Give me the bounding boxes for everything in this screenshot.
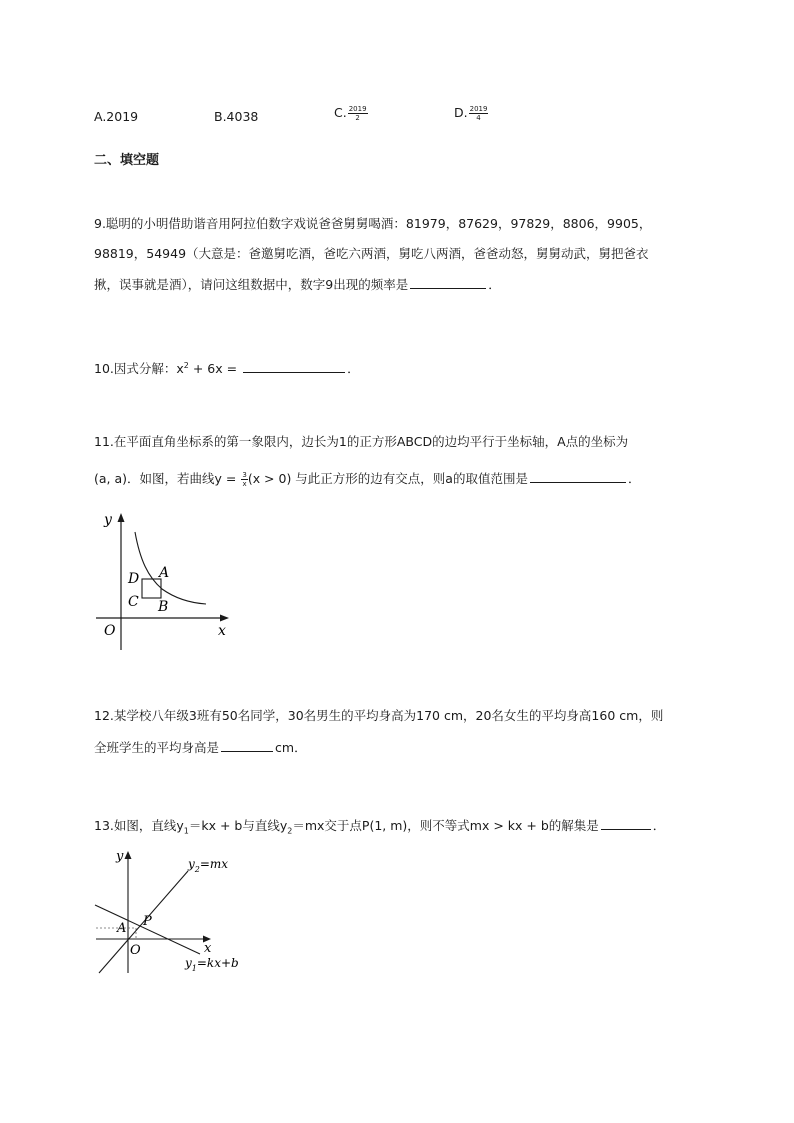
q13-text-a: 13.如图，直线y bbox=[94, 818, 184, 833]
q9-line-1: 9.聪明的小明借助谐音用阿拉伯数字戏说爸爸舅舅喝酒：81979，87629，97829，8806，9905， bbox=[94, 216, 652, 231]
q13-label-o: O bbox=[130, 943, 141, 958]
option-c-fraction bbox=[348, 105, 368, 122]
option-a: A.2019 bbox=[94, 109, 139, 124]
q13-sub-1: 1 bbox=[183, 826, 189, 836]
q13-sub-2: 2 bbox=[287, 826, 293, 836]
option-b: B.4038 bbox=[214, 109, 259, 124]
option-d-denominator: 4 bbox=[476, 114, 481, 122]
q11-label-y: y bbox=[104, 512, 112, 528]
q12-line-2 bbox=[94, 739, 307, 757]
option-c-numerator: 2019 bbox=[348, 105, 367, 113]
q13-figure bbox=[92, 843, 252, 978]
q11-label-d: D bbox=[128, 571, 140, 587]
q11-label-c: C bbox=[128, 594, 139, 610]
q10-text-c: ． bbox=[347, 361, 360, 377]
q13-line bbox=[94, 817, 665, 841]
q12-answer-blank[interactable] bbox=[221, 739, 273, 752]
q11-square bbox=[142, 579, 161, 598]
q13-label-p: P bbox=[143, 914, 152, 929]
q13-label-y1-var: y bbox=[185, 956, 192, 970]
q9-line-3 bbox=[94, 276, 501, 294]
q13-label-a: A bbox=[117, 921, 127, 936]
q11-line-1: 11.在平面直角坐标系的第一象限内，边长为1的正方形ABCD的边均平行于坐标轴，A点的坐标为 bbox=[94, 434, 629, 449]
q12-line-1: 12.某学校八年级3班有50名同学，30名男生的平均身高为170 cm，20名女生的平均身高160 cm，则 bbox=[94, 708, 664, 723]
q11-label-a: A bbox=[159, 565, 170, 581]
q13-label-y1-eq: =kx+b bbox=[196, 956, 239, 970]
option-c-denominator: 2 bbox=[355, 114, 360, 122]
q11-line-2-text-a: (a, a)．如图，若曲线y = bbox=[94, 471, 241, 486]
q11-curve bbox=[135, 532, 206, 604]
q11-label-o: O bbox=[104, 623, 116, 639]
q11-label-x: x bbox=[218, 623, 226, 639]
option-c bbox=[334, 104, 368, 122]
q13-text-d: ． bbox=[652, 818, 666, 833]
section-heading: 二、填空题 bbox=[94, 153, 160, 168]
q13-text-b: ＝kx + b与直线y bbox=[188, 818, 288, 833]
q11-x-arrow bbox=[220, 615, 229, 622]
q13-answer-blank[interactable] bbox=[601, 817, 651, 830]
q13-label-y2-var: y bbox=[188, 857, 195, 871]
q13-label-y1-sub: 1 bbox=[191, 964, 197, 973]
q13-y-arrow bbox=[125, 851, 132, 859]
q13-label-y: y bbox=[116, 849, 124, 864]
q11-line-2 bbox=[94, 470, 641, 488]
q11-label-b: B bbox=[158, 599, 169, 615]
option-d-fraction bbox=[469, 105, 489, 122]
q13-label-y2 bbox=[187, 857, 228, 874]
option-d-prefix: D. bbox=[454, 105, 468, 120]
q13-label-x: x bbox=[204, 941, 212, 956]
option-d-numerator: 2019 bbox=[469, 105, 488, 113]
q9-line-2: 98819，54949（大意是：爸邀舅吃酒，爸吃六两酒，舅吃八两酒，爸爸动怒，舅舅动武，舅把爸衣 bbox=[94, 246, 649, 261]
q9-line-3-end: ． bbox=[488, 277, 501, 292]
q13-label-y2-sub: 2 bbox=[194, 865, 200, 874]
q11-frac-num: 3 bbox=[242, 471, 247, 479]
q10-exponent: 2 bbox=[183, 361, 189, 370]
q13-label-y2-eq: =mx bbox=[199, 857, 229, 871]
q11-frac-den: x bbox=[242, 480, 247, 488]
q10-text-b: + 6x = bbox=[188, 361, 242, 377]
q13-text-c: ＝mx交于点P(1, m)，则不等式mx > kx + b的解集是 bbox=[292, 818, 599, 833]
q10-answer-blank[interactable] bbox=[243, 360, 345, 373]
q13-label-y1 bbox=[184, 956, 239, 973]
q9-line-3-text: 揪，误事就是酒），请问这组数据中，数字9出现的频率是 bbox=[94, 277, 409, 292]
q9-answer-blank[interactable] bbox=[410, 276, 486, 289]
q13-line-y1 bbox=[95, 905, 200, 954]
q11-figure bbox=[96, 505, 236, 655]
q11-y-arrow bbox=[118, 513, 125, 522]
q10-text-a: 10.因式分解：x bbox=[94, 361, 184, 377]
q11-line-2-text-b: (x > 0) 与此正方形的边有交点，则a的取值范围是 bbox=[247, 471, 528, 486]
q12-line-2-text: 全班学生的平均身高是 bbox=[94, 740, 220, 755]
q11-answer-blank[interactable] bbox=[530, 470, 626, 483]
q10-line bbox=[94, 357, 360, 378]
q12-line-2-unit: cm． bbox=[275, 740, 307, 755]
option-c-prefix: C. bbox=[334, 105, 347, 120]
option-d bbox=[454, 104, 488, 122]
q11-line-2-end: ． bbox=[627, 471, 641, 486]
